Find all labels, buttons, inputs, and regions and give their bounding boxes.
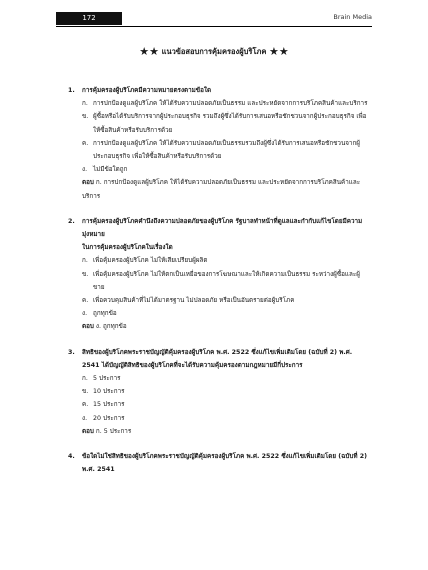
question-block	[68, 84, 368, 203]
option-letter: ค.	[82, 139, 89, 147]
answer-line	[68, 176, 368, 202]
stars-right-icon: ★★	[269, 45, 289, 58]
option-text: 15 ประการ	[93, 401, 125, 409]
question-title	[68, 450, 368, 476]
header-divider	[56, 26, 372, 27]
option-text: 10 ประการ	[93, 388, 125, 396]
answer-line	[68, 425, 368, 438]
option-letter: ค.	[82, 401, 89, 409]
answer-option	[68, 110, 368, 136]
question-list	[68, 84, 368, 488]
question-title	[68, 84, 368, 97]
option-text: 5 ประการ	[93, 375, 121, 383]
answer-line	[68, 320, 368, 333]
question-text: สิทธิของผู้บริโภคพระราชบัญญัติคุ้มครองผู้บริโภค พ.ศ. 2522 ซึ่งแก้ไขเพิ่มเติมโดย (ฉบับที่ 2) พ.ศ. 2541 ได้บัญญัติสิทธิของผู้บริโภคที่จะได้รับความคุ้มครองตามกฎหมายมีกี่ประการ	[82, 348, 353, 369]
option-text: เพื่อคุ้มครองผู้บริโภค ไม่ให้ตกเป็นเหยื่อของการโฆษณาและให้เกิดความเป็นธรรม ระหว่างผู้ซื้อและผู้ขาย	[93, 270, 360, 291]
option-text: ไม่มีข้อใดถูก	[93, 166, 128, 174]
question-block	[68, 450, 368, 476]
option-text: ถูกทุกข้อ	[93, 310, 117, 318]
option-letter: ข.	[82, 388, 89, 396]
option-text: 20 ประการ	[93, 414, 125, 422]
option-letter: ข.	[82, 270, 89, 278]
option-letter: ข.	[82, 113, 89, 121]
answer-option	[68, 385, 368, 398]
answer-option	[68, 163, 368, 176]
answer-text: ก. การปกป้องดูแลผู้บริโภค ให้ได้รับความปลอดภัยเป็นธรรม และประหยัดจากการบริโภคสินค้าและบริการ	[82, 179, 361, 200]
question-number: 1.	[68, 87, 75, 94]
section-title	[0, 45, 428, 58]
answer-option	[68, 268, 368, 294]
option-letter: ง.	[82, 166, 88, 174]
answer-option	[68, 398, 368, 411]
answer-option	[68, 412, 368, 425]
question-text: ข้อใดไม่ใช่สิทธิของผู้บริโภคพระราชบัญญัติคุ้มครองผู้บริโภค พ.ศ. 2522 ซึ่งแก้ไขเพิ่มเติมโดย (ฉบับที่ 2) พ.ศ. 2541	[82, 453, 367, 474]
option-text: การปกป้องดูแลผู้บริโภค ให้ได้รับความปลอดภัยเป็นธรรม และประหยัดจากการบริโภคสินค้าและบริการ	[93, 100, 368, 108]
question-title	[68, 215, 368, 241]
answer-option	[68, 137, 368, 163]
answer-label: ตอบ	[82, 427, 94, 435]
page-number: 172	[56, 12, 122, 25]
question-text: การคุ้มครองผู้บริโภคคำนึงถึงความปลอดภัยของผู้บริโภค รัฐบาลทำหน้าที่ดูแลและกำกับแก้ไขโดยมีความมุ่งหมาย	[82, 217, 363, 239]
option-text: เพื่อควบคุมสินค้าที่ไม่ได้มาตรฐาน ไม่ปลอดภัย หรือเป็นอันตรายต่อผู้บริโภค	[93, 297, 295, 305]
option-letter: ก.	[82, 100, 88, 108]
answer-option	[68, 97, 368, 110]
question-title	[68, 346, 368, 372]
option-text: ผู้ซื้อหรือได้รับบริการจากผู้ประกอบธุรกิจ รวมถึงผู้ซึ่งได้รับการเสนอหรือชักชวนจากผู้ประกอบธุรกิจ เพื่อให้ซื้อสินค้าหรือรับบริการด้วย	[93, 113, 367, 134]
question-subtitle: ในการคุ้มครองผู้บริโภคในเรื่องใด	[82, 244, 173, 252]
option-letter: ง.	[82, 310, 88, 318]
header-brand: Brain Media	[333, 13, 372, 21]
stars-left-icon: ★★	[139, 45, 159, 58]
option-letter: ค.	[82, 297, 89, 305]
question-text: การคุ้มครองผู้บริโภคมีความหมายตรงตามข้อใด	[82, 87, 212, 94]
question-block	[68, 215, 368, 334]
answer-text: ง. ถูกทุกข้อ	[95, 323, 127, 331]
option-letter: ง.	[82, 414, 88, 422]
section-title-text: แนวข้อสอบการคุ้มครองผู้บริโภค	[161, 47, 267, 56]
question-number: 2.	[68, 217, 75, 225]
answer-option	[68, 254, 368, 267]
answer-option	[68, 294, 368, 307]
question-number: 3.	[68, 348, 75, 356]
option-letter: ก.	[82, 257, 88, 265]
answer-option	[68, 307, 368, 320]
answer-label: ตอบ	[82, 323, 94, 331]
answer-label: ตอบ	[82, 179, 94, 187]
question-block	[68, 346, 368, 438]
answer-option	[68, 372, 368, 385]
option-text: การปกป้องดูแลผู้บริโภค ให้ได้รับความปลอดภัยเป็นธรรมรวมถึงผู้ซึ่งได้รับการเสนอหรือชักชวนจากผู้ประกอบธุรกิจ เพื่อให้ซื้อสินค้าหรือรับบริการด้วย	[93, 139, 360, 161]
answer-text: ก. 5 ประการ	[95, 427, 132, 435]
option-text: เพื่อคุ้มครองผู้บริโภค ไม่ให้เสียเปรียบผู้ผลิต	[93, 257, 208, 265]
option-letter: ก.	[82, 375, 88, 383]
question-number: 4.	[68, 453, 75, 461]
